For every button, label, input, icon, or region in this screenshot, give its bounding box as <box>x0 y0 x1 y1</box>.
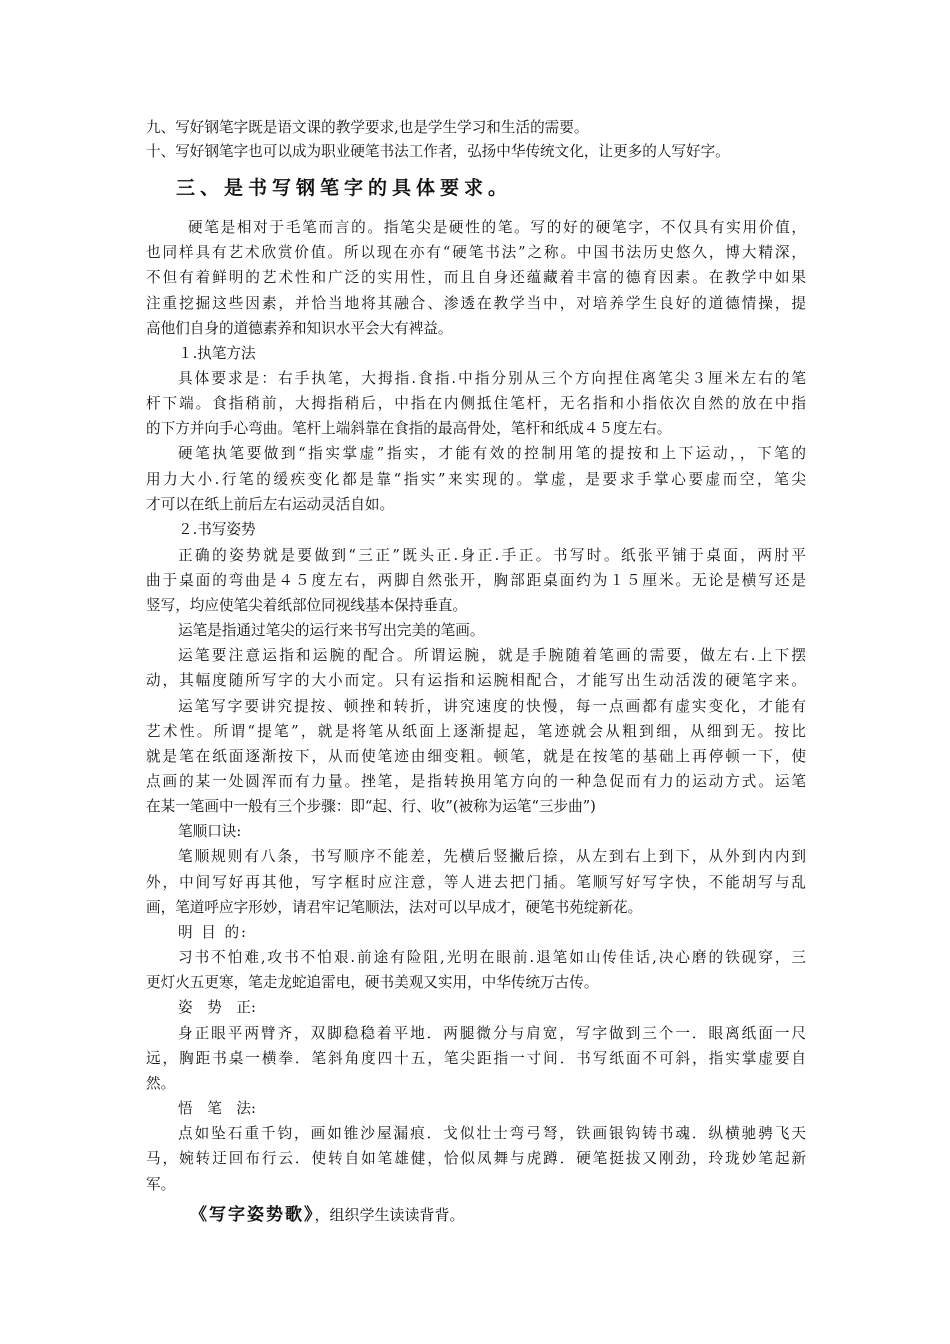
song-title: 《写字姿势歌》 <box>190 1205 315 1225</box>
verse-line: 笔顺规则有八条，书写顺序不能差，先横后竖撇后捺，从左到右上到下，从外到内内到 <box>178 848 806 865</box>
verse-title-brush-method: 悟 笔 法: <box>178 1100 256 1117</box>
verse-line: 然。 <box>146 1075 176 1092</box>
verse-line: 外，中间写好再其他，写字框时应注意，等人进去把门插。笔顺写好写字快，不能胡写与乱 <box>146 874 806 891</box>
closing-text: ，组织学生读读背背。 <box>314 1206 465 1224</box>
paragraph-line: 运笔写字要讲究提按、顿挫和转折，讲究速度的快慢，每一点画都有虚实变化，才能有 <box>178 698 806 715</box>
closing-line <box>190 1200 465 1225</box>
paragraph-line: 注重挖掘这些因素，并恰当地将其融合、渗透在教学当中，对培养学生良好的道德情操，提 <box>146 295 806 312</box>
paragraph-line: 杆下端。食指稍前，大拇指稍后，中指在内侧抵住笔杆，无名指和小指依次自然的放在中指 <box>146 395 806 412</box>
paragraph-line: 曲于桌面的弯曲是４５度左右，两脚自然张开，胸部距桌面约为１５厘米。无论是横写还是 <box>146 572 806 589</box>
paragraph-line: 才可以在纸上前后左右运动灵活自如。 <box>146 496 395 513</box>
paragraph-line: 用力大小.行笔的缓疾变化都是靠“指实”来实现的。掌虚，是要求手掌心要虚而空，笔尖 <box>146 471 806 488</box>
paragraph-line: 硬笔是相对于毛笔而言的。指笔尖是硬性的笔。写的好的硬笔字，不仅具有实用价值， <box>188 219 806 236</box>
paragraph-line: 动，其幅度随所写字的大小而定。只有运指和运腕相配合，才能写出生动活泼的硬笔字来。 <box>146 672 806 689</box>
verse-line: 马，婉转迂回布行云．使转自如笔雄健，恰似凤舞与虎蹲．硬笔挺拔又刚劲，玲珑妙笔起新 <box>146 1150 806 1167</box>
paragraph-line: 具体要求是：右手执笔，大拇指.食指.中指分别从三个方向捏住离笔尖３厘米左右的笔 <box>178 370 806 387</box>
paragraph-line: 的下方并向手心弯曲。笔杆上端斜靠在食指的最高骨处，笔杆和纸成４５度左右。 <box>146 420 672 437</box>
paragraph-line: 硬笔执笔要做到“指实掌虚”指实，才能有效的控制用笔的提按和上下运动，，下笔的 <box>178 445 806 462</box>
verse-title-purpose: 明 目 的: <box>178 924 248 941</box>
list-item-9: 九、写好钢笔字既是语文课的教学要求,也是学生学习和生活的需要。 <box>146 119 589 136</box>
paragraph-line: 运笔是指通过笔尖的运行来书写出完美的笔画。 <box>178 622 485 639</box>
verse-line: 身正眼平两臂齐，双脚稳稳着平地．两腿微分与肩宽，写字做到三个一．眼离纸面一尺 <box>178 1025 806 1042</box>
list-item-10: 十、写好钢笔字也可以成为职业硬笔书法工作者，弘扬中华传统文化，让更多的人写好字。 <box>146 143 730 160</box>
verse-line: 更灯火五更寒，笔走龙蛇追雷电，硬书美观又实用，中华传统万古传。 <box>146 974 599 991</box>
subsection-title-posture: ２.书写姿势 <box>178 521 256 538</box>
paragraph-line: 高他们自身的道德素养和知识水平会大有裨益。 <box>146 320 453 337</box>
paragraph-line: 不但有着鲜明的艺术性和广泛的实用性，而且自身还蕴藏着丰富的德育因素。在教学中如果 <box>146 269 806 286</box>
paragraph-line: 点画的某一处圆浑而有力量。挫笔，是指转换用笔方向的一种急促而有力的运动方式。运笔 <box>146 773 806 790</box>
verse-line: 画，笔道呼应字形妙，请君牢记笔顺法，法对可以早成才，硬笔书苑绽新花。 <box>146 899 643 916</box>
paragraph-line: 艺术性。所谓“提笔”，就是将笔从纸面上逐渐提起，笔迹就会从粗到细，从细到无。按比 <box>146 723 806 740</box>
section-heading: 三、是书写钢笔字的具体要求。 <box>176 177 513 199</box>
verse-title-stroke-order: 笔顺口诀: <box>178 823 242 840</box>
verse-line: 点如坠石重千钧，画如锥沙屋漏痕．戈似壮士弯弓弩，铁画银钩铸书魂．纵横驰骋飞天 <box>178 1125 806 1142</box>
paragraph-line: 在某一笔画中一般有三个步骤：即“起、行、收”(被称为运笔“三步曲”) <box>146 798 596 815</box>
verse-line: 习书不怕难,攻书不怕艰.前途有险阻,光明在眼前.退笔如山传佳话,决心磨的铁砚穿，三 <box>178 949 806 966</box>
verse-line: 军。 <box>146 1176 176 1193</box>
paragraph-line: 运笔要注意运指和运腕的配合。所谓运腕，就是手腕随着笔画的需要，做左右.上下摆 <box>178 647 806 664</box>
subsection-title-grip: １.执笔方法 <box>178 345 256 362</box>
verse-line: 远，胸距书桌一横拳．笔斜角度四十五，笔尖距指一寸间．书写纸面不可斜，指实掌虚要自 <box>146 1050 806 1067</box>
paragraph-line: 正确的姿势就是要做到“三正”既头正.身正.手正。书写时。纸张平铺于桌面，两肘平 <box>178 547 806 564</box>
paragraph-line: 竖写，均应使笔尖着纸部位同视线基本保持垂直。 <box>146 597 468 614</box>
paragraph-line: 也同样具有艺术欣赏价值。所以现在亦有“硬笔书法”之称。中国书法历史悠久，博大精深， <box>146 244 806 261</box>
verse-title-posture: 姿 势 正: <box>178 999 256 1016</box>
paragraph-line: 就是笔在纸面逐渐按下，从而使笔迹由细变粗。顿笔，就是在按笔的基础上再停顿一下，使 <box>146 748 806 765</box>
